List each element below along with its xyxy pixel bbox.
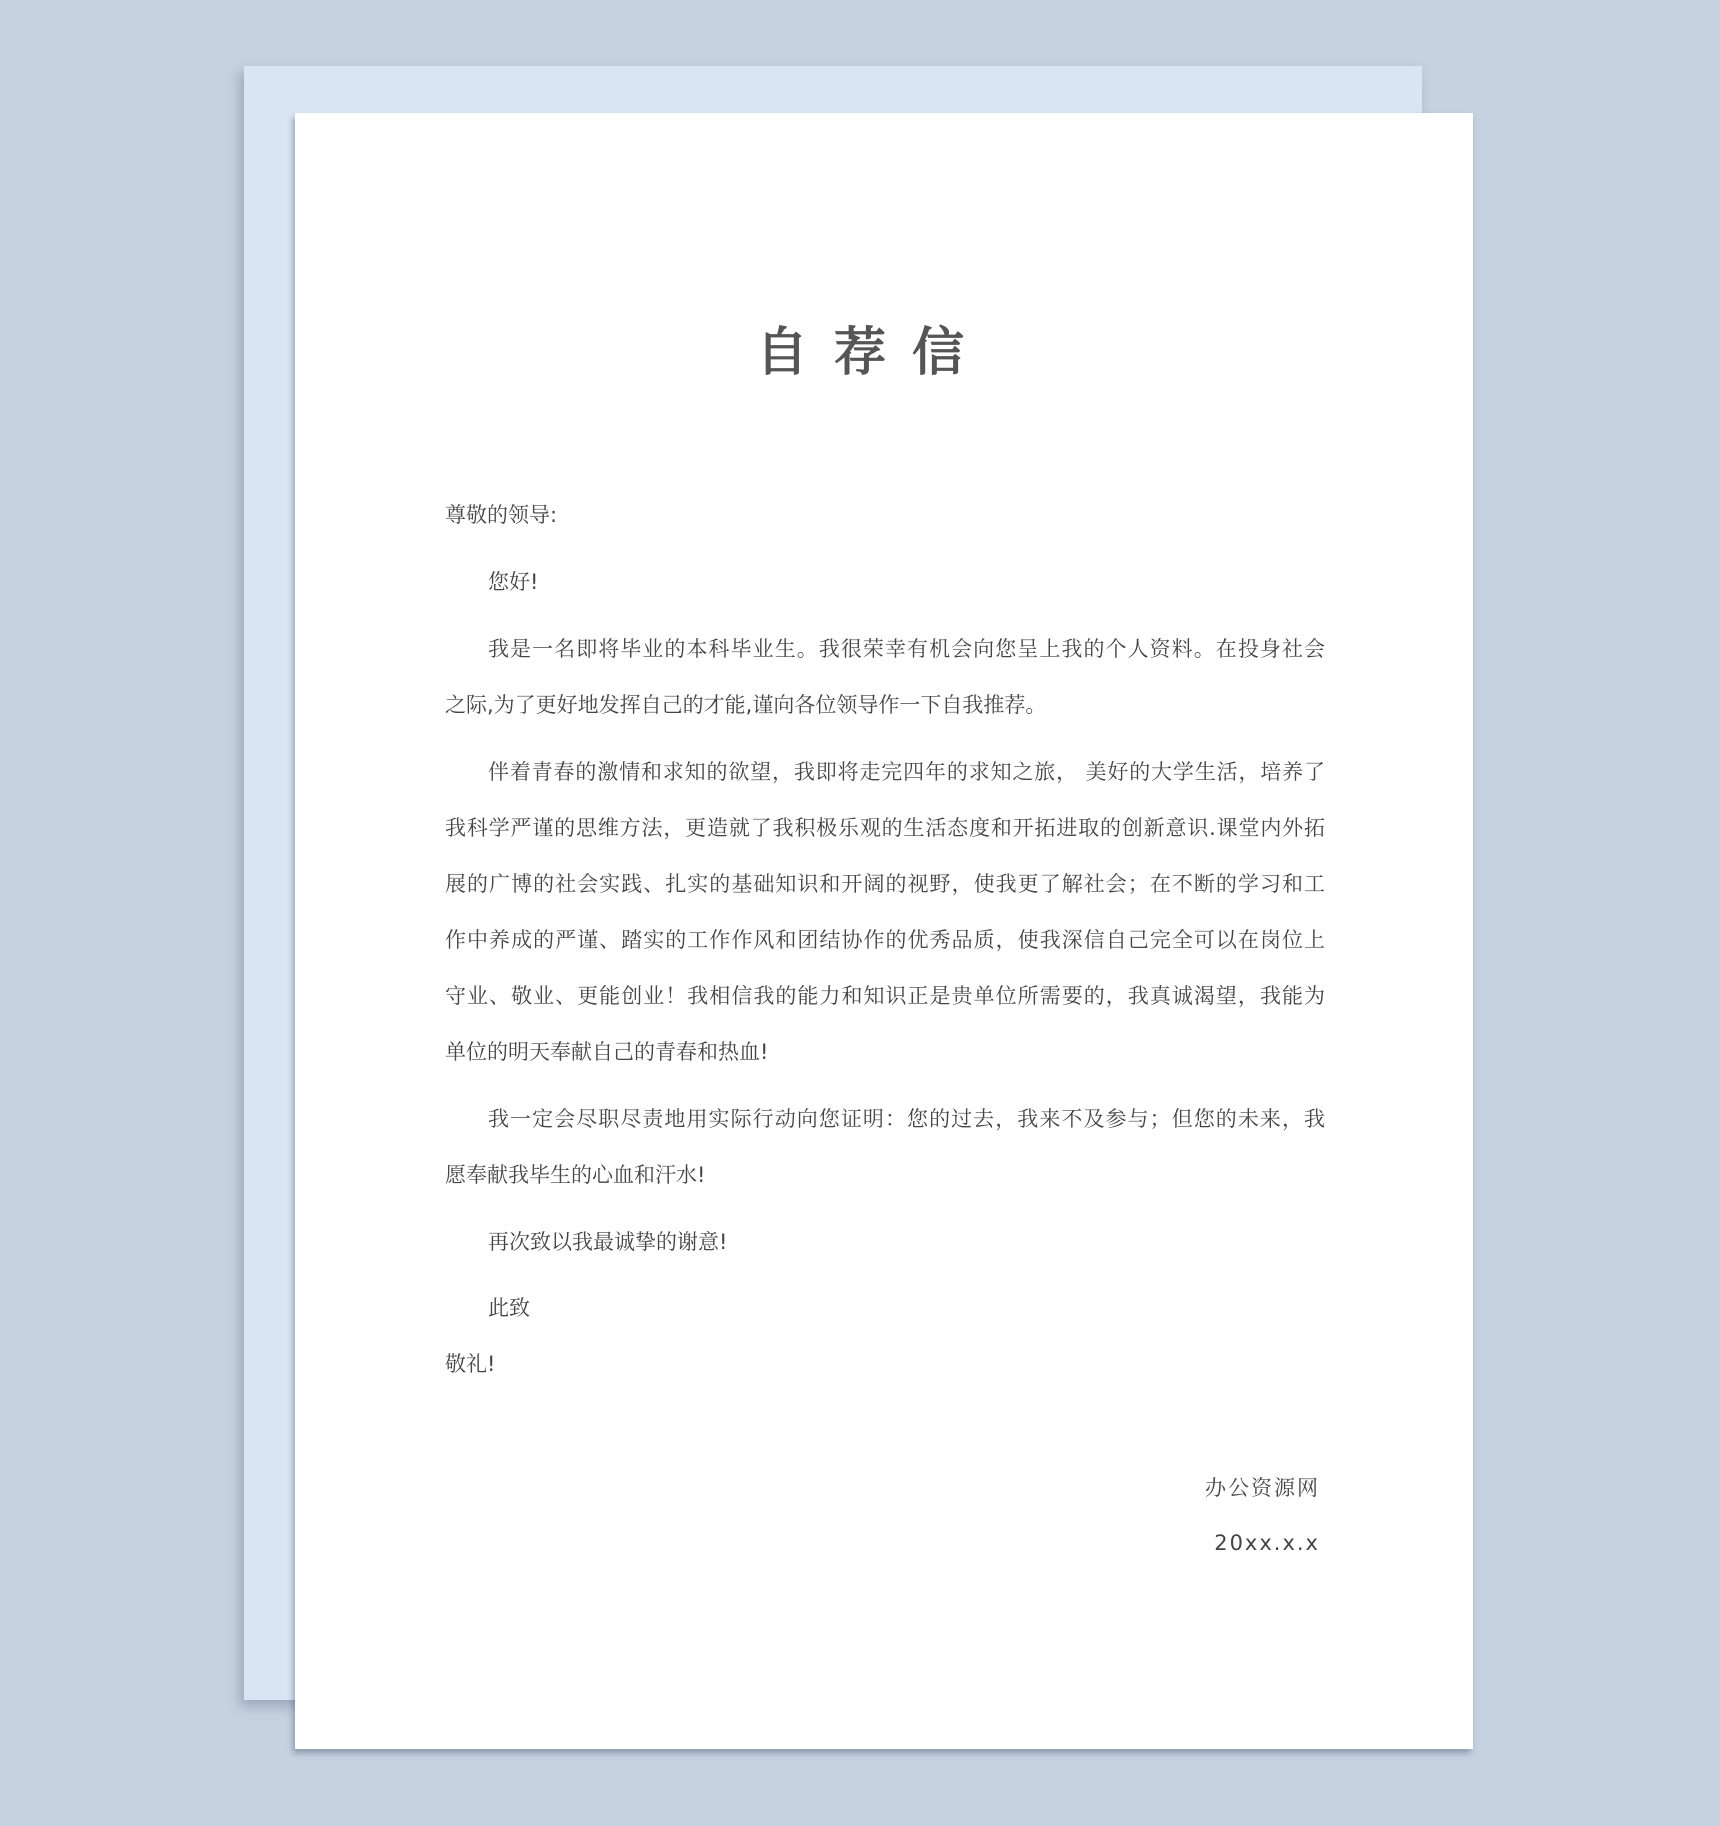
paragraph-2-line-6: 单位的明天奉献自己的青春和热血! — [445, 1040, 769, 1064]
date: 20xx.x.x — [1214, 1531, 1320, 1555]
thanks-line: 再次致以我最诚挚的谢意! — [488, 1230, 728, 1254]
paragraph-2-line-2: 我科学严谨的思维方法，更造就了我积极乐观的生活态度和开拓进取的创新意识.课堂内外拓 — [445, 816, 1325, 840]
paragraph-2-line-1: 伴着青春的激情和求知的欲望，我即将走完四年的求知之旅， 美好的大学生活，培养了 — [488, 760, 1325, 784]
paragraph-2-line-3: 展的广博的社会实践、扎实的基础知识和开阔的视野，使我更了解社会；在不断的学习和工 — [445, 872, 1325, 896]
closing-ci-zhi: 此致 — [488, 1296, 530, 1320]
closing-jing-li: 敬礼! — [445, 1352, 496, 1376]
paragraph-1-line-2: 之际,为了更好地发挥自己的才能,谨向各位领导作一下自我推荐。 — [445, 693, 1047, 717]
paragraph-3-line-2: 愿奉献我毕生的心血和汗水! — [445, 1163, 706, 1187]
paragraph-2-line-5: 守业、敬业、更能创业！我相信我的能力和知识正是贵单位所需要的，我真诚渴望，我能为 — [445, 984, 1325, 1008]
salutation: 尊敬的领导: — [445, 503, 558, 527]
paragraph-1-line-1: 我是一名即将毕业的本科毕业生。我很荣幸有机会向您呈上我的个人资料。在投身社会 — [488, 637, 1325, 661]
letter-title: 自荐信 — [755, 323, 990, 383]
paragraph-3-line-1: 我一定会尽职尽责地用实际行动向您证明：您的过去，我来不及参与；但您的未来，我 — [488, 1107, 1325, 1131]
greeting: 您好! — [488, 570, 539, 594]
paragraph-2-line-4: 作中养成的严谨、踏实的工作作风和团结协作的优秀品质，使我深信自己完全可以在岗位上 — [445, 928, 1325, 952]
signature: 办公资源网 — [1205, 1476, 1320, 1500]
